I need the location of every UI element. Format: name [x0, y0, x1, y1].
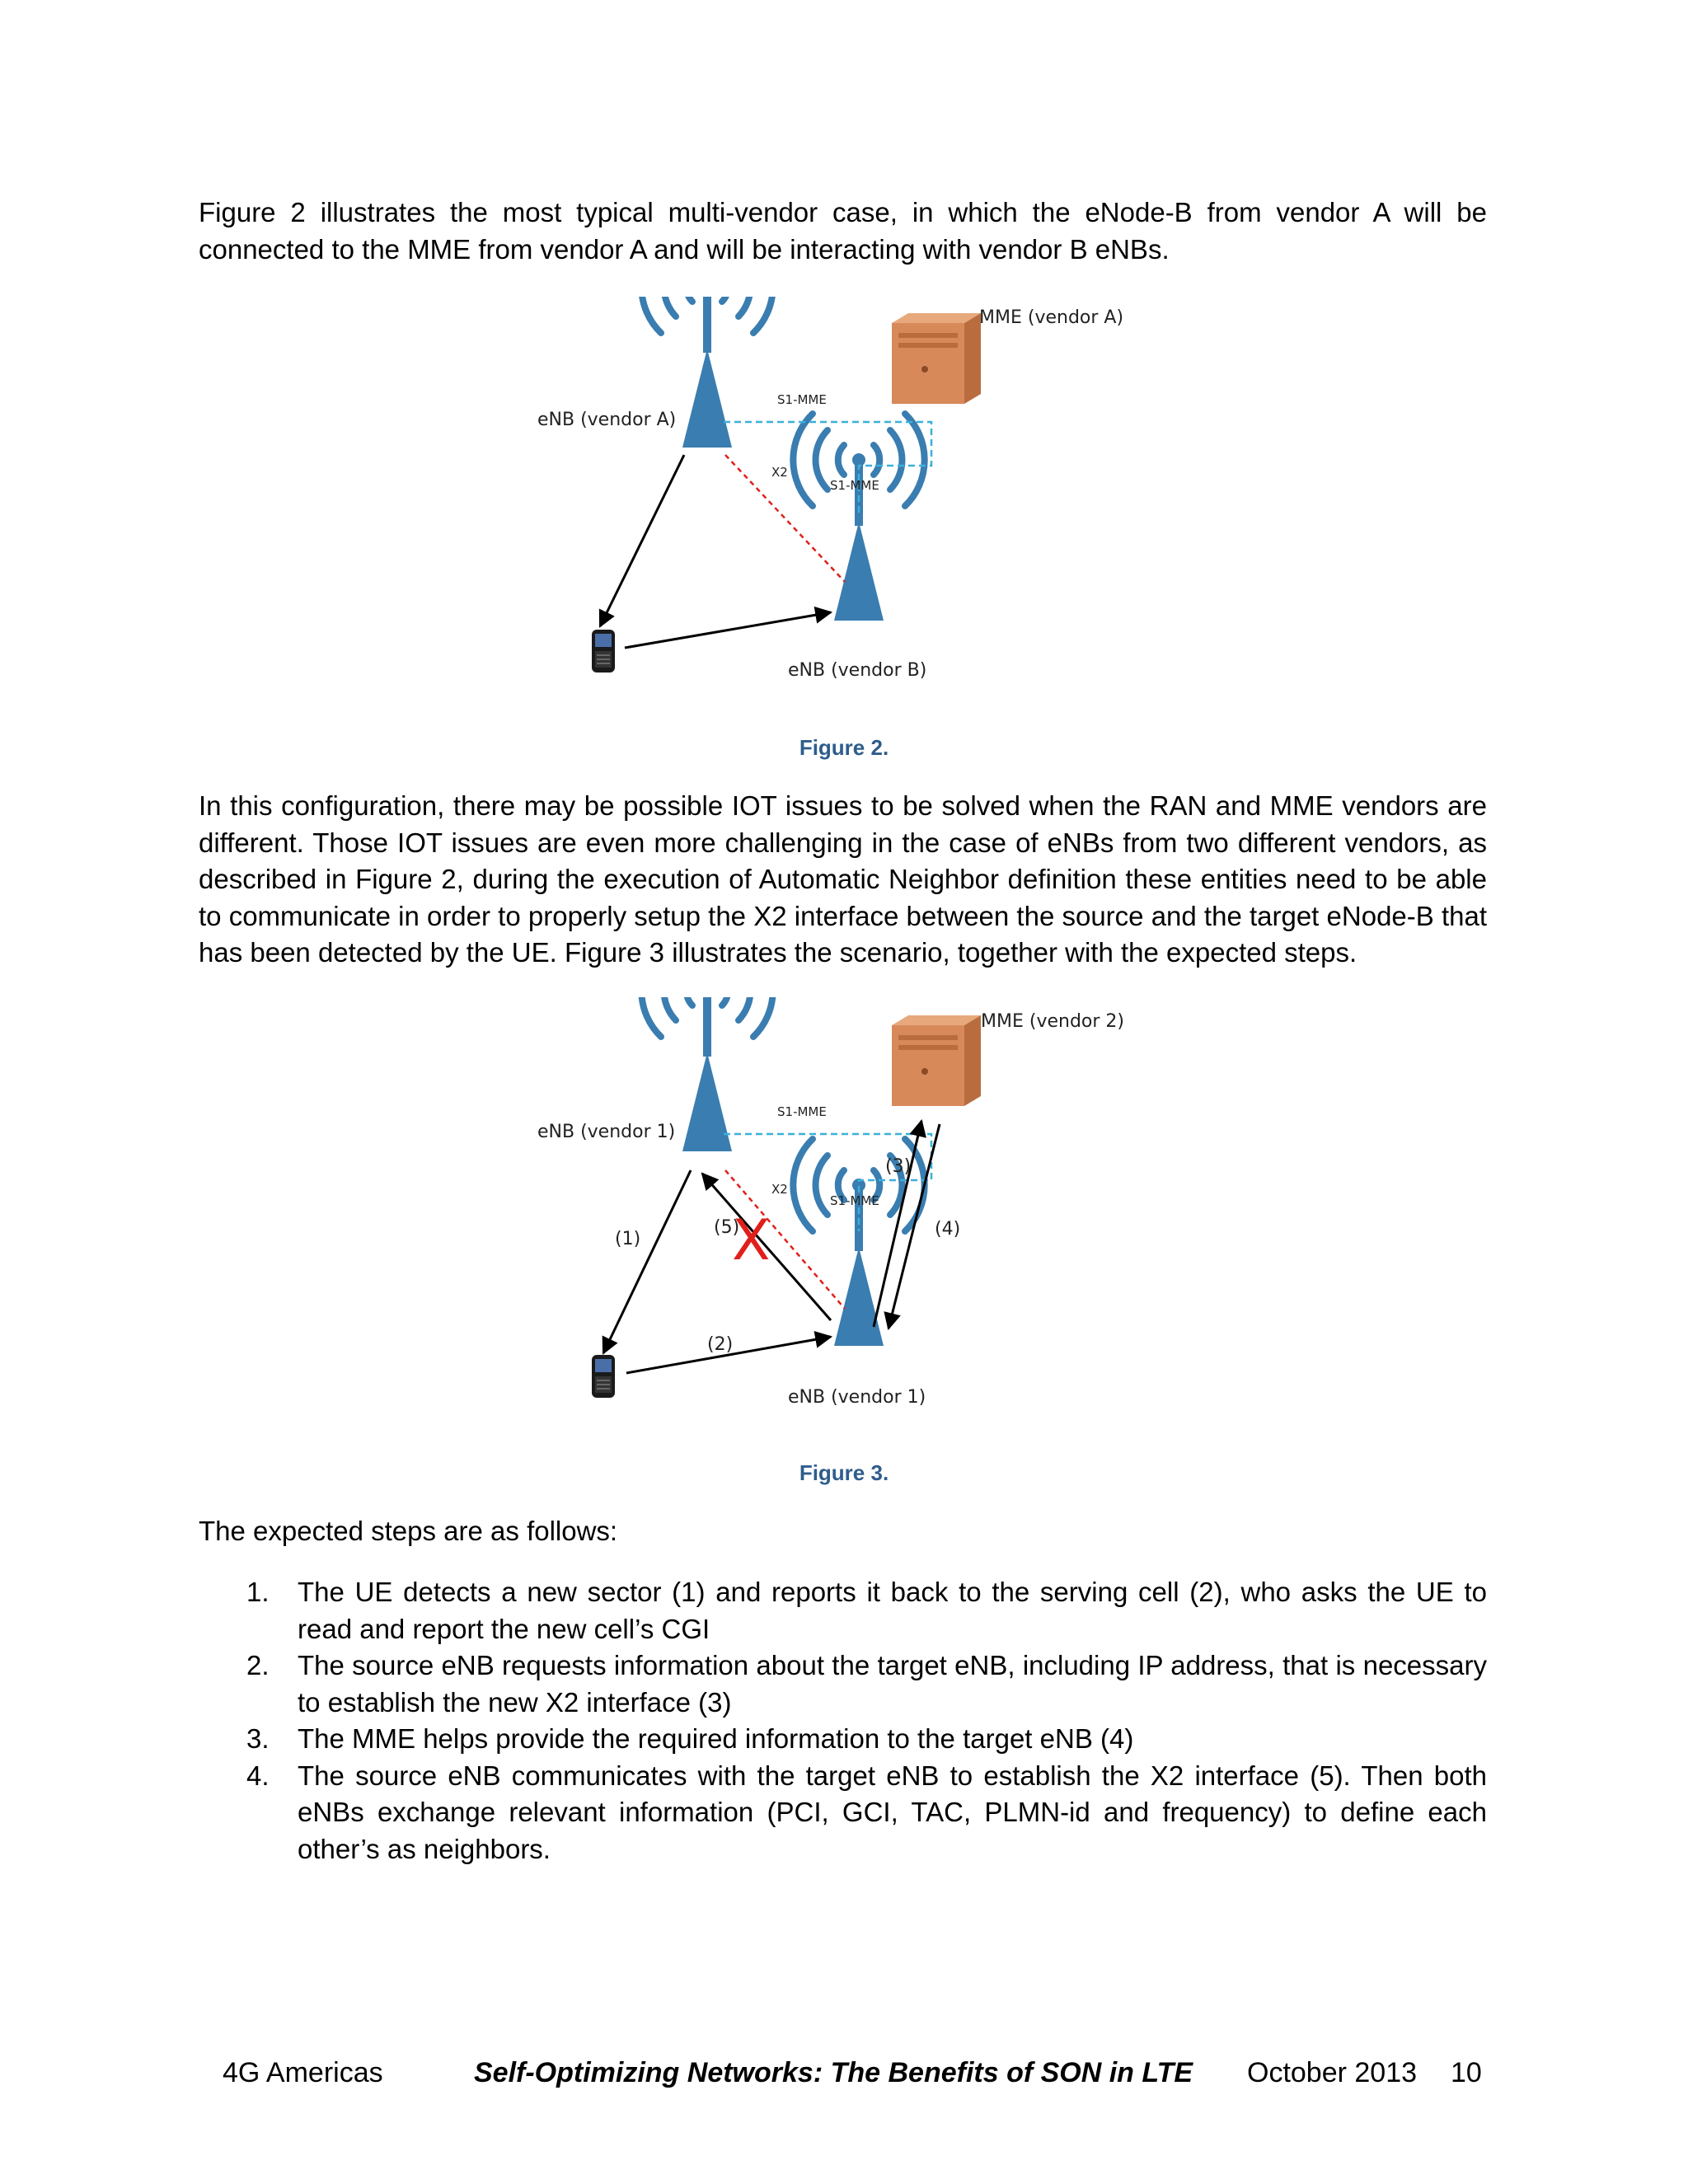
page-number: 10	[1451, 2057, 1482, 2088]
enb-target-label: eNB (vendor B)	[788, 660, 927, 681]
s1-top-label: S1-MME	[777, 392, 827, 407]
mme-server-icon	[892, 313, 981, 404]
footer-date: October 2013	[1247, 2057, 1418, 2088]
step-4-label: (4)	[935, 1219, 961, 1240]
enb-source-label: eNB (vendor 1)	[537, 1122, 676, 1142]
list-item-number: 1.	[246, 1577, 270, 1607]
step-5-label: (5)	[714, 1217, 740, 1238]
intro-paragraph: Figure 2 illustrates the most typical multi-vendor case, in which the eNode-B from vendor A will be connected to the MME from vendor A and will be interacting with vendor B eNBs.	[199, 197, 1487, 265]
s1-right-label: S1-MME	[830, 1193, 879, 1208]
step-1-label: (1)	[615, 1229, 641, 1249]
fail-mark: X	[732, 1208, 771, 1273]
arrow-ue-to-enb	[625, 612, 831, 648]
ue-phone-icon	[592, 630, 615, 673]
config-paragraph: In this configuration, there may be possible IOT issues to be solved when the RAN and MME vendors are different. Those IOT issues are even more challenging in the case of eNBs from two different vendors, as described in Figure 2, during the execution of Automatic Neighbor definition these entities need to be able to communicate in order to properly setup the X2 interface between the source and the target eNode-B that has been detected by the UE. Figure 3 illustrates the scenario, together with the expected steps.	[199, 790, 1487, 968]
s1-right-label: S1-MME	[830, 478, 879, 493]
mme-label: MME (vendor A)	[979, 307, 1124, 328]
ue-phone-icon	[592, 1355, 615, 1398]
step-2-label: (2)	[707, 1334, 734, 1355]
footer-title: Self-Optimizing Networks: The Benefits of SON in LTE	[474, 2057, 1193, 2088]
list-item	[199, 1574, 1487, 1647]
list-item-text: The UE detects a new sector (1) and reports it back to the serving cell (2), who asks the UE to read and report the new cell’s CGI	[298, 1577, 1487, 1644]
list-item-text: The source eNB requests information about the target eNB, including IP address, that is necessary to establish the new X2 interface (3)	[298, 1650, 1487, 1718]
figure-2-caption: Figure 2.	[799, 735, 889, 760]
step-3-label: (3)	[885, 1156, 912, 1177]
figure-2-diagram	[528, 297, 1170, 701]
s1-top-label: S1-MME	[777, 1104, 827, 1119]
x2-label: X2	[771, 1182, 788, 1197]
list-item	[199, 1647, 1487, 1721]
list-item-number: 3.	[246, 1723, 270, 1754]
enb-source-label: eNB (vendor A)	[537, 410, 677, 430]
list-item-text: The MME helps provide the required information to the target eNB (4)	[298, 1723, 1134, 1754]
mme-server-icon	[892, 1015, 981, 1106]
steps-list	[199, 1574, 1487, 1868]
enb-target-antenna	[793, 414, 924, 621]
mme-label: MME (vendor 2)	[981, 1011, 1124, 1032]
list-item-text: The source eNB communicates with the target eNB to establish the X2 interface (5). Then both eNBs exchange relevant information (PCI, GCI, TAC, PLMN-id and frequency) to define each other’s as neighbors.	[298, 1760, 1487, 1864]
footer-org: 4G Americas	[223, 2057, 383, 2088]
x2-label: X2	[771, 465, 788, 480]
list-item-number: 4.	[246, 1760, 270, 1791]
arrow-enb-to-ue	[600, 455, 684, 626]
steps-intro: The expected steps are as follows:	[199, 1516, 618, 1546]
list-item	[199, 1721, 1487, 1758]
list-item	[199, 1758, 1487, 1868]
list-item-number: 2.	[246, 1650, 270, 1680]
arrow-step-1	[603, 1170, 691, 1353]
figure-3-caption: Figure 3.	[799, 1460, 889, 1485]
enb-target-label: eNB (vendor 1)	[788, 1387, 926, 1408]
figure-3-diagram	[528, 997, 1170, 1418]
